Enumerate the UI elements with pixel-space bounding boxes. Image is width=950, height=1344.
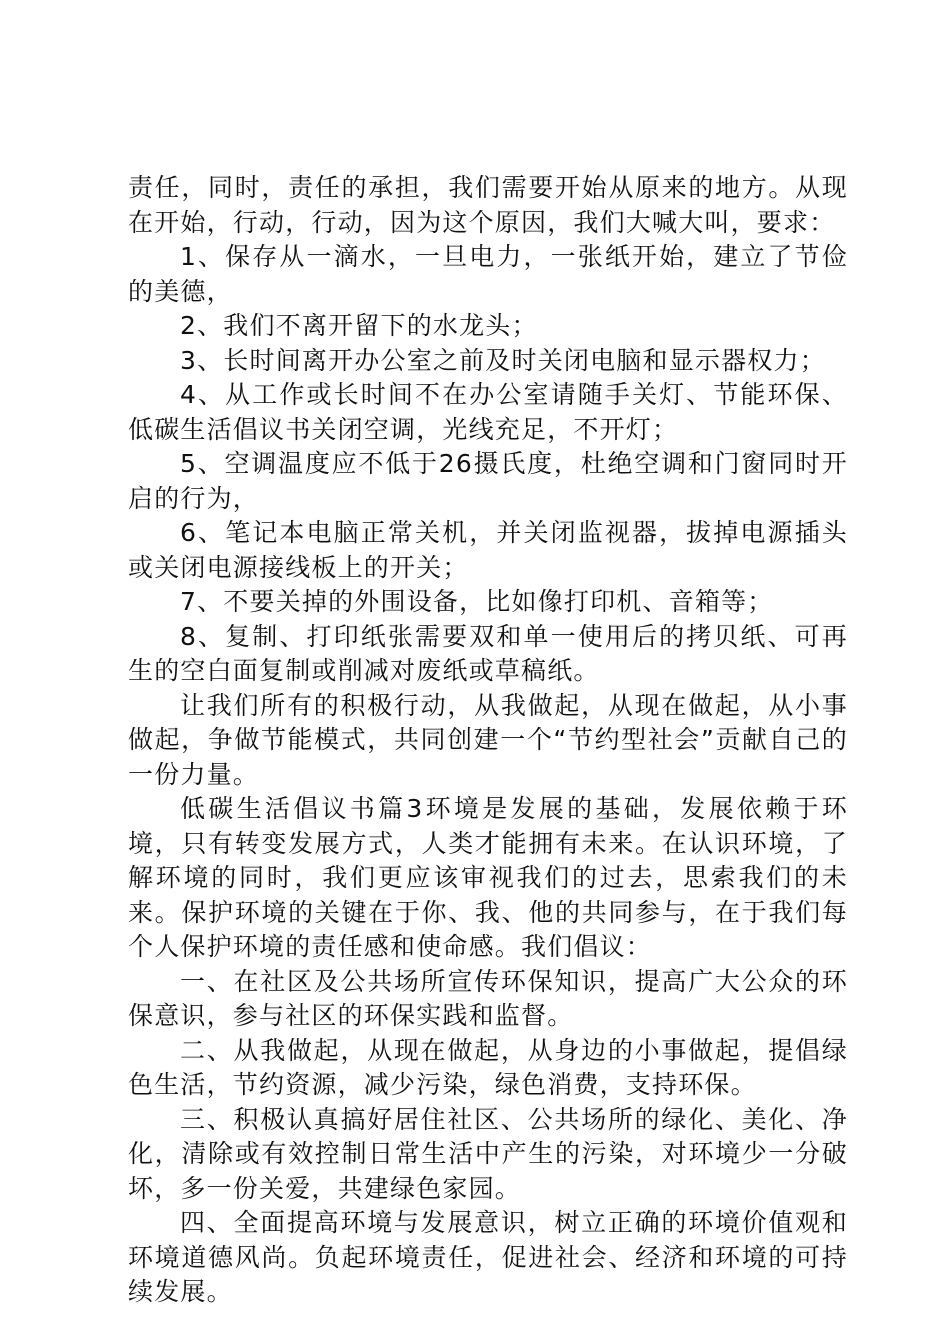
- list-item-8: 8、复制、打印纸张需要双和单一使用后的拷贝纸、可再生的空白面复制或削减对废纸或草稿纸。: [128, 621, 848, 685]
- paragraph-section-3-intro: 低碳生活倡议书篇3环境是发展的基础，发展依赖于环境，只有转变发展方式，人类才能拥有未来。在认识环境，了解环境的同时，我们更应该审视我们的过去，思索我们的未来。保护环境的关键在于你、我、他的共同参与，在于我们每个人保护环境的责任感和使命感。我们倡议：: [128, 794, 848, 961]
- proposal-item-2: 二、从我做起，从现在做起，从身边的小事做起，提倡绿色生活，节约资源，减少污染，绿色消费，支持环保。: [128, 1035, 848, 1099]
- proposal-item-3: 三、积极认真搞好居住社区、公共场所的绿化、美化、净化，清除或有效控制日常生活中产生的污染，对环境少一分破坏，多一份关爱，共建绿色家园。: [128, 1104, 848, 1203]
- list-item-1: 1、保存从一滴水，一旦电力，一张纸开始，建立了节俭的美德，: [128, 242, 848, 306]
- paragraph-call-to-action: 让我们所有的积极行动，从我做起，从现在做起，从小事做起，争做节能模式，共同创建一个“节约型社会”贡献自己的一份力量。: [128, 690, 848, 789]
- paragraph-continuation: 责任，同时，责任的承担，我们需要开始从原来的地方。从现在开始，行动，行动，因为这个原因，我们大喊大叫，要求：: [128, 173, 848, 237]
- list-item-5: 5、空调温度应不低于26摄氏度，杜绝空调和门窗同时开启的行为，: [128, 449, 848, 513]
- proposal-item-4: 四、全面提高环境与发展意识，树立正确的环境价值观和环境道德风尚。负起环境责任，促进社会、经济和环境的可持续发展。: [128, 1208, 848, 1306]
- list-item-4: 4、从工作或长时间不在办公室请随手关灯、节能环保、低碳生活倡议书关闭空调，光线充足，不开灯；: [128, 380, 848, 444]
- document-body: [128, 171, 848, 1310]
- proposal-item-1: 一、在社区及公共场所宣传环保知识，提高广大公众的环保意识，参与社区的环保实践和监督。: [128, 966, 848, 1030]
- list-item-2: 2、我们不离开留下的水龙头；: [180, 311, 538, 340]
- list-item-3: 3、长时间离开办公室之前及时关闭电脑和显示器权力；: [180, 345, 826, 375]
- list-item-6: 6、笔记本电脑正常关机，并关闭监视器，拔掉电源插头或关闭电源接线板上的开关；: [128, 518, 848, 582]
- list-item-7: 7、不要关掉的外围设备，比如像打印机、音箱等；: [180, 587, 774, 616]
